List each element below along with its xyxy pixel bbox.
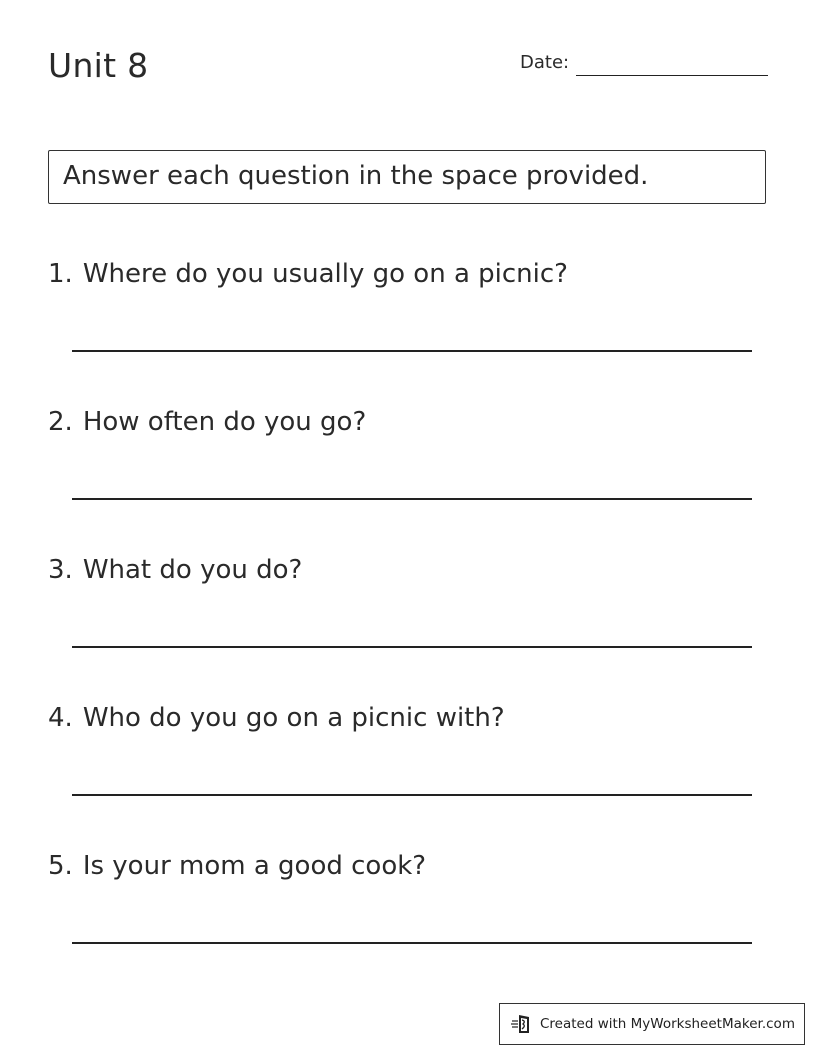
question-number: 4. [48, 703, 73, 733]
question-number: 1. [48, 259, 73, 289]
question-number: 2. [48, 407, 73, 437]
answer-line [72, 942, 752, 944]
question-number: 3. [48, 555, 73, 585]
date-answer-line [576, 75, 768, 76]
answer-line [72, 350, 752, 352]
date-label: Date: [520, 52, 570, 73]
question-item [48, 256, 768, 376]
date-field [520, 50, 770, 80]
answer-line [72, 794, 752, 796]
answer-line [72, 646, 752, 648]
footer-badge [499, 1003, 805, 1045]
question-number: 5. [48, 851, 73, 881]
question-text: Where do you usually go on a picnic? [82, 259, 568, 289]
question-text-row [48, 404, 366, 440]
question-text-row [48, 552, 302, 588]
footer-text: Created with MyWorksheetMaker.com [540, 1016, 795, 1032]
page-title: Unit 8 [48, 46, 149, 85]
question-text-row [48, 848, 426, 884]
question-text-row [48, 700, 505, 736]
question-item [48, 848, 768, 968]
question-item [48, 700, 768, 820]
question-item [48, 404, 768, 524]
instructions-box: Answer each question in the space provided. [48, 150, 766, 204]
question-text: Who do you go on a picnic with? [82, 703, 505, 733]
worksheet-maker-logo-icon [510, 1012, 534, 1036]
question-text-row [48, 256, 568, 292]
question-item [48, 552, 768, 672]
answer-line [72, 498, 752, 500]
question-text: How often do you go? [82, 407, 367, 437]
question-text: What do you do? [82, 555, 303, 585]
question-text: Is your mom a good cook? [82, 851, 427, 881]
